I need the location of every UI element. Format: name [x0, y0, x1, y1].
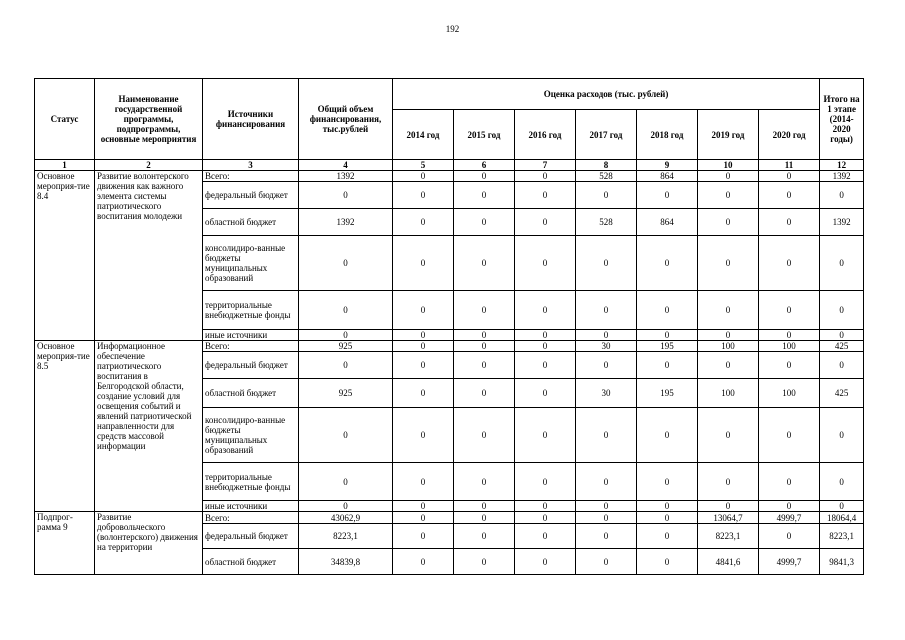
funding-source: иные источники: [203, 330, 299, 341]
value-cell: 0: [820, 291, 864, 330]
value-cell: 0: [576, 501, 637, 512]
value-cell: 0: [393, 379, 454, 408]
value-cell: 4999,7: [759, 549, 820, 575]
value-cell: 0: [820, 501, 864, 512]
value-cell: 9841,3: [820, 549, 864, 575]
value-cell: 0: [698, 408, 759, 463]
funding-source: федеральный бюджет: [203, 182, 299, 209]
table-body: [35, 160, 864, 575]
value-cell: 0: [576, 408, 637, 463]
value-cell: 0: [515, 209, 576, 236]
value-cell: 0: [515, 379, 576, 408]
value-cell: 0: [698, 291, 759, 330]
value-cell: 0: [759, 291, 820, 330]
funding-source: федеральный бюджет: [203, 524, 299, 549]
column-number: 10: [698, 160, 759, 171]
value-cell: 1392: [820, 209, 864, 236]
header-year: 2014 год: [393, 110, 454, 160]
value-cell: 0: [576, 352, 637, 379]
value-cell: 0: [820, 463, 864, 501]
funding-source: областной бюджет: [203, 549, 299, 575]
value-cell: 0: [454, 379, 515, 408]
value-cell: 0: [820, 330, 864, 341]
value-cell: 0: [698, 209, 759, 236]
value-cell: 0: [698, 352, 759, 379]
value-cell: 0: [637, 236, 698, 291]
value-cell: 43062,9: [299, 512, 393, 524]
funding-source: Всего:: [203, 171, 299, 182]
value-cell: 0: [637, 549, 698, 575]
funding-source: Всего:: [203, 341, 299, 352]
funding-source: консолидиро-ванные бюджеты муниципальных образований: [203, 236, 299, 291]
value-cell: 425: [820, 379, 864, 408]
value-cell: 0: [820, 236, 864, 291]
row-status: Основное мероприя-тие 8.5: [35, 341, 95, 512]
value-cell: 8223,1: [698, 524, 759, 549]
value-cell: 0: [393, 524, 454, 549]
value-cell: 13064,7: [698, 512, 759, 524]
value-cell: 0: [698, 171, 759, 182]
value-cell: 0: [637, 463, 698, 501]
value-cell: 0: [698, 501, 759, 512]
table-row: [35, 341, 864, 352]
funding-source: областной бюджет: [203, 379, 299, 408]
value-cell: 0: [454, 352, 515, 379]
value-cell: 0: [759, 171, 820, 182]
value-cell: 0: [393, 512, 454, 524]
funding-source: иные источники: [203, 501, 299, 512]
value-cell: 0: [393, 341, 454, 352]
value-cell: 0: [515, 501, 576, 512]
page-number: 192: [445, 24, 460, 34]
funding-source: территориальные внебюджетные фонды: [203, 291, 299, 330]
row-name: Развитие волонтерского движения как важного элемента системы патриотического воспитания молодежи: [95, 171, 203, 341]
column-number: 11: [759, 160, 820, 171]
value-cell: 0: [515, 549, 576, 575]
column-number: 6: [454, 160, 515, 171]
value-cell: 0: [454, 524, 515, 549]
value-cell: 0: [454, 171, 515, 182]
row-status: Основное мероприя-тие 8.4: [35, 171, 95, 341]
row-name: Информационное обеспечение патриотического воспитания в Белгородской области, создание условий для освещения событий и явлений патриотической направленности для средств массовой информации: [95, 341, 203, 512]
funding-source: областной бюджет: [203, 209, 299, 236]
value-cell: 0: [637, 512, 698, 524]
value-cell: 0: [515, 512, 576, 524]
value-cell: 0: [454, 512, 515, 524]
value-cell: 30: [576, 379, 637, 408]
value-cell: 0: [515, 291, 576, 330]
value-cell: 0: [393, 330, 454, 341]
value-cell: 0: [299, 291, 393, 330]
value-cell: 0: [576, 291, 637, 330]
value-cell: 864: [637, 171, 698, 182]
value-cell: 100: [698, 379, 759, 408]
value-cell: 0: [393, 408, 454, 463]
value-cell: 0: [454, 549, 515, 575]
value-cell: 4841,6: [698, 549, 759, 575]
value-cell: 0: [759, 182, 820, 209]
value-cell: 18064,4: [820, 512, 864, 524]
value-cell: 0: [454, 330, 515, 341]
value-cell: 528: [576, 209, 637, 236]
value-cell: 100: [759, 379, 820, 408]
value-cell: 0: [515, 352, 576, 379]
column-number: 8: [576, 160, 637, 171]
value-cell: 0: [454, 291, 515, 330]
column-number: 1: [35, 160, 95, 171]
value-cell: 8223,1: [299, 524, 393, 549]
value-cell: 0: [637, 352, 698, 379]
value-cell: 0: [637, 501, 698, 512]
value-cell: 0: [759, 463, 820, 501]
value-cell: 195: [637, 341, 698, 352]
row-name: Развитие добровольческого (волонтерского) движения на территории: [95, 512, 203, 575]
value-cell: 0: [576, 512, 637, 524]
value-cell: 30: [576, 341, 637, 352]
value-cell: 0: [299, 330, 393, 341]
column-number: 5: [393, 160, 454, 171]
value-cell: 0: [576, 236, 637, 291]
value-cell: 34839,8: [299, 549, 393, 575]
value-cell: 0: [299, 236, 393, 291]
table-row: [35, 171, 864, 182]
table-row: [35, 512, 864, 524]
value-cell: 0: [759, 209, 820, 236]
value-cell: 0: [393, 463, 454, 501]
value-cell: 0: [393, 291, 454, 330]
value-cell: 4999,7: [759, 512, 820, 524]
header-year: 2018 год: [637, 110, 698, 160]
funding-source: федеральный бюджет: [203, 352, 299, 379]
value-cell: 0: [515, 463, 576, 501]
value-cell: 0: [820, 182, 864, 209]
value-cell: 0: [515, 330, 576, 341]
value-cell: 0: [393, 236, 454, 291]
value-cell: 0: [820, 408, 864, 463]
value-cell: 528: [576, 171, 637, 182]
value-cell: 0: [698, 330, 759, 341]
value-cell: 0: [637, 182, 698, 209]
value-cell: 0: [393, 171, 454, 182]
value-cell: 0: [393, 352, 454, 379]
row-status: Подпрог-рамма 9: [35, 512, 95, 575]
value-cell: 0: [393, 549, 454, 575]
header-year: 2017 год: [576, 110, 637, 160]
value-cell: 0: [299, 463, 393, 501]
value-cell: 0: [454, 236, 515, 291]
value-cell: 0: [454, 209, 515, 236]
value-cell: 0: [393, 501, 454, 512]
value-cell: 0: [759, 352, 820, 379]
value-cell: 0: [515, 182, 576, 209]
header-sources: Источники финансирования: [203, 79, 299, 160]
value-cell: 0: [759, 236, 820, 291]
header-year: 2020 год: [759, 110, 820, 160]
value-cell: 195: [637, 379, 698, 408]
header-result: Итого на 1 этапе (2014-2020 годы): [820, 79, 864, 160]
value-cell: 0: [637, 330, 698, 341]
value-cell: 0: [454, 501, 515, 512]
value-cell: 100: [698, 341, 759, 352]
value-cell: 0: [299, 352, 393, 379]
column-number: 4: [299, 160, 393, 171]
column-number: 2: [95, 160, 203, 171]
value-cell: 0: [515, 524, 576, 549]
value-cell: 1392: [299, 209, 393, 236]
value-cell: 0: [393, 182, 454, 209]
value-cell: 0: [759, 408, 820, 463]
funding-source: консолидиро-ванные бюджеты муниципальных образований: [203, 408, 299, 463]
funding-source: территориальные внебюджетные фонды: [203, 463, 299, 501]
value-cell: 0: [393, 209, 454, 236]
value-cell: 0: [299, 182, 393, 209]
value-cell: 0: [637, 291, 698, 330]
column-number-row: [35, 160, 864, 171]
value-cell: 1392: [299, 171, 393, 182]
header-year: 2016 год: [515, 110, 576, 160]
value-cell: 0: [576, 182, 637, 209]
header-year: 2015 год: [454, 110, 515, 160]
value-cell: 0: [299, 408, 393, 463]
value-cell: 0: [576, 463, 637, 501]
value-cell: 0: [454, 463, 515, 501]
value-cell: 0: [454, 341, 515, 352]
value-cell: 0: [299, 501, 393, 512]
value-cell: 0: [576, 549, 637, 575]
column-number: 3: [203, 160, 299, 171]
value-cell: 0: [515, 171, 576, 182]
value-cell: 864: [637, 209, 698, 236]
value-cell: 0: [759, 330, 820, 341]
value-cell: 0: [454, 408, 515, 463]
value-cell: 100: [759, 341, 820, 352]
header-year: 2019 год: [698, 110, 759, 160]
value-cell: 925: [299, 379, 393, 408]
value-cell: 1392: [820, 171, 864, 182]
value-cell: 8223,1: [820, 524, 864, 549]
value-cell: 0: [698, 182, 759, 209]
value-cell: 0: [515, 236, 576, 291]
value-cell: 425: [820, 341, 864, 352]
value-cell: 0: [698, 236, 759, 291]
header-total: Общий объем финансирования, тыс.рублей: [299, 79, 393, 160]
column-number: 12: [820, 160, 864, 171]
value-cell: 0: [515, 408, 576, 463]
column-number: 7: [515, 160, 576, 171]
value-cell: 0: [637, 524, 698, 549]
header-name: Наименование государственной программы, подпрограммы, основные мероприятия: [95, 79, 203, 160]
value-cell: 0: [454, 182, 515, 209]
value-cell: 0: [637, 408, 698, 463]
value-cell: 925: [299, 341, 393, 352]
value-cell: 0: [820, 352, 864, 379]
value-cell: 0: [698, 463, 759, 501]
value-cell: 0: [515, 341, 576, 352]
budget-table: [34, 78, 864, 575]
funding-source: Всего:: [203, 512, 299, 524]
value-cell: 0: [759, 501, 820, 512]
header-status: Статус: [35, 79, 95, 160]
value-cell: 0: [576, 524, 637, 549]
header-estimate: Оценка расходов (тыс. рублей): [393, 79, 820, 110]
value-cell: 0: [576, 330, 637, 341]
value-cell: 0: [759, 524, 820, 549]
column-number: 9: [637, 160, 698, 171]
